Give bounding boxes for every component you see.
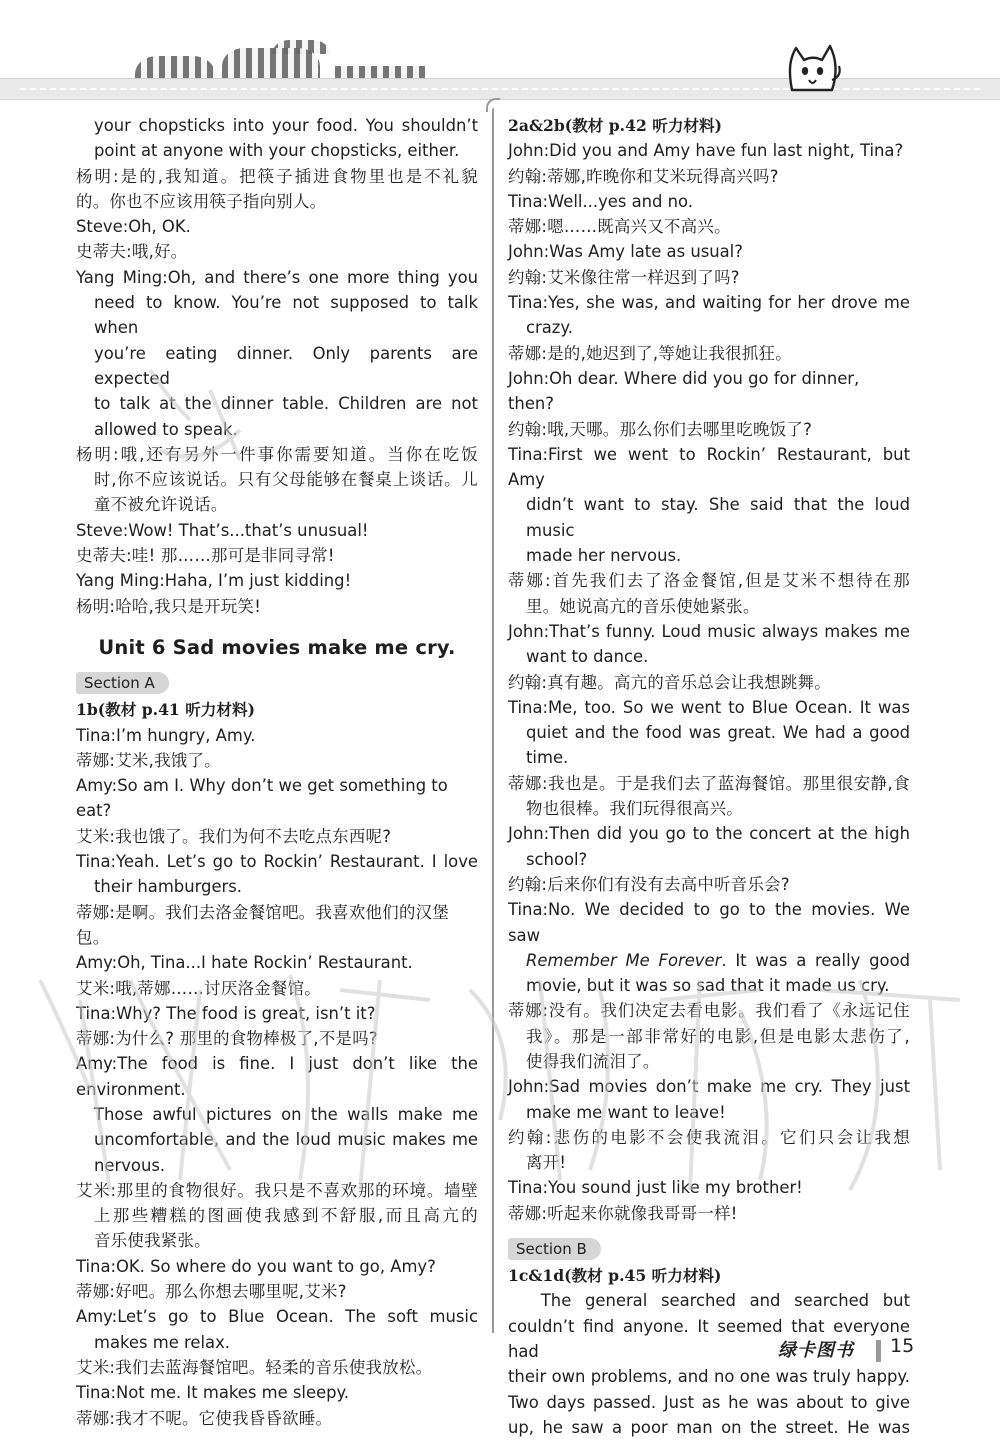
unit-title: Unit 6 Sad movies make me cry. bbox=[98, 635, 456, 659]
text-line: 杨明:哦,还有另外一件事你需要知道。当你在吃饭 bbox=[76, 444, 478, 464]
text-line: couldn’t find anyone. It seemed that everyone had bbox=[508, 1316, 910, 1361]
dialogue-block bbox=[508, 973, 910, 1226]
movie-title: Remember Me Forever bbox=[526, 950, 722, 970]
text-line: up, he saw a poor man on the street. He was bbox=[508, 1417, 910, 1437]
text-line: 离开! bbox=[526, 1153, 567, 1173]
text-line: 蒂娜:好吧。那么你想去哪里呢,艾米? bbox=[76, 1282, 347, 1302]
text-line: Amy:Let’s go to Blue Ocean. The soft music bbox=[76, 1307, 478, 1327]
text-line: 童不被允许说话。 bbox=[94, 495, 228, 515]
header-pattern bbox=[222, 48, 320, 78]
text-line: 蒂娜:嗯……既高兴又不高兴。 bbox=[508, 217, 731, 237]
text-line: need to know. You’re not supposed to talk when bbox=[94, 293, 478, 338]
text-line: made her nervous. bbox=[526, 546, 682, 566]
text-line: your chopsticks into your food. You shouldn’t bbox=[94, 116, 478, 135]
text-line: Amy:The food is fine. I just don’t like the environment. bbox=[76, 1054, 478, 1099]
text-line: 杨明:是的,我知道。把筷子插进食物里也是不礼貌 bbox=[76, 166, 478, 186]
text-line-rest: . It was a really good bbox=[721, 950, 911, 970]
header-pattern bbox=[335, 66, 425, 78]
text-line: 蒂娜:是的,她迟到了,等她让我很抓狂。 bbox=[508, 343, 792, 363]
text-line: 约翰:真有趣。高亢的音乐总会让我想跳舞。 bbox=[508, 672, 831, 692]
text-line: 蒂娜:为什么? 那里的食物棒极了,不是吗? bbox=[76, 1029, 378, 1049]
text-line: to talk at the dinner table. Children are not bbox=[94, 394, 478, 414]
text-line: movie, but it was so sad that it made us cry. bbox=[526, 976, 890, 996]
text-line: point at anyone with your chopsticks, either. bbox=[94, 141, 460, 161]
text-line: Amy:Oh, Tina...I hate Rockin’ Restaurant. bbox=[76, 953, 413, 973]
text-line: Two days passed. Just as he was about to give bbox=[508, 1392, 910, 1412]
text-line: Tina:No. We decided to go to the movies. We saw bbox=[508, 900, 910, 945]
text-line: 蒂娜:首先我们去了洛金餐馆,但是艾米不想待在那 bbox=[508, 571, 910, 591]
section-a-label: Section A bbox=[76, 672, 169, 694]
text-line: 蒂娜:我才不呢。它使我昏昏欲睡。 bbox=[76, 1408, 333, 1428]
text-line: 史蒂夫:哦,好。 bbox=[76, 242, 188, 262]
page-number: 15 bbox=[890, 1335, 915, 1357]
text-line: crazy. bbox=[526, 318, 573, 338]
text-line: 音乐使我紧张。 bbox=[94, 1231, 211, 1251]
subheading-2a-2b: 2a&2b(教材 p.42 听力材料) bbox=[508, 116, 722, 135]
publisher-logo: 绿卡图书 bbox=[778, 1340, 854, 1361]
dialogue-block bbox=[76, 723, 478, 1431]
text-line: 约翰:后来你们有没有去高中听音乐会? bbox=[508, 874, 790, 894]
text-line: 的。你也不应该用筷子指向别人。 bbox=[76, 191, 327, 211]
text-line: Steve:Oh, OK. bbox=[76, 217, 191, 237]
text-line: 时,你不应该说话。只有父母能够在餐桌上谈话。儿 bbox=[94, 470, 478, 490]
text-line: 杨明:哈哈,我只是开玩笑! bbox=[76, 596, 262, 616]
text-line: 使得我们流泪了。 bbox=[526, 1051, 660, 1071]
right-column bbox=[508, 113, 910, 1440]
text-line: John:Oh dear. Where did you go for dinner, then? bbox=[508, 368, 860, 414]
text-line: allowed to speak. bbox=[94, 419, 238, 439]
text-line: Tina:Not me. It makes me sleepy. bbox=[76, 1383, 350, 1403]
cat-mascot-icon bbox=[782, 40, 842, 98]
text-line: you’re eating dinner. Only parents are expected bbox=[94, 343, 478, 388]
footer-bar bbox=[876, 1340, 881, 1362]
text-line: 蒂娜:听起来你就像我哥哥一样! bbox=[508, 1203, 738, 1223]
text-line: John:Then did you go to the concert at the high bbox=[508, 824, 910, 844]
dialogue-block bbox=[508, 138, 910, 948]
text-line: Tina:Me, too. So we went to Blue Ocean. It was bbox=[508, 697, 910, 717]
text-line: John:That’s funny. Loud music always makes me bbox=[508, 621, 910, 641]
text-line: 蒂娜:艾米,我饿了。 bbox=[76, 750, 221, 770]
subheading-1c-1d: 1c&1d(教材 p.45 听力材料) bbox=[508, 1266, 722, 1286]
text-line: 上那些糟糕的图画使我感到不舒服,而且高亢的 bbox=[94, 1206, 478, 1226]
dialogue-block bbox=[76, 113, 478, 619]
text-line: Yang Ming:Haha, I’m just kidding! bbox=[76, 571, 352, 591]
passage-block bbox=[508, 1288, 910, 1440]
text-line: makes me relax. bbox=[94, 1332, 230, 1352]
page-header-decoration bbox=[0, 0, 1000, 100]
text-line: Tina:OK. So where do you want to go, Amy? bbox=[76, 1256, 436, 1276]
text-line: John:Did you and Amy have fun last night, Tina? bbox=[508, 141, 904, 161]
text-line: Amy:So am I. Why don’t we get something to eat? bbox=[76, 776, 448, 821]
text-line: 约翰:悲伤的电影不会使我流泪。它们只会让我想 bbox=[508, 1127, 910, 1147]
text-line: 物也很棒。我们玩得很高兴。 bbox=[526, 799, 743, 819]
text-line: want to dance. bbox=[526, 647, 649, 667]
text-line: 艾米:我们去蓝海餐馆吧。轻柔的音乐使我放松。 bbox=[76, 1357, 433, 1377]
text-line: time. bbox=[526, 748, 569, 768]
text-line: their hamburgers. bbox=[94, 877, 243, 897]
text-line: Tina:I’m hungry, Amy. bbox=[76, 725, 256, 745]
text-line: 里。她说高亢的音乐使她紧张。 bbox=[526, 596, 760, 616]
text-line: John:Was Amy late as usual? bbox=[508, 242, 743, 262]
subheading-1b: 1b(教材 p.41 听力材料) bbox=[76, 700, 255, 720]
text-line: Tina:Why? The food is great, isn’t it? bbox=[76, 1003, 376, 1023]
text-line: school? bbox=[526, 849, 588, 869]
text-line: 约翰:艾米像往常一样迟到了吗? bbox=[508, 267, 740, 287]
text-line: didn’t want to stay. She said that the loud music bbox=[526, 495, 910, 540]
text-line: 蒂娜:是啊。我们去洛金餐馆吧。我喜欢他们的汉堡包。 bbox=[76, 902, 450, 947]
text-line: Tina:Yeah. Let’s go to Rockin’ Restaurant. I love bbox=[76, 852, 478, 872]
left-column bbox=[76, 113, 478, 1431]
section-b-label: Section B bbox=[508, 1238, 601, 1260]
text-line: 史蒂夫:哇! 那……那可是非同寻常! bbox=[76, 546, 335, 566]
text-line: Tina:You sound just like my brother! bbox=[508, 1178, 803, 1198]
text-line: Tina:First we went to Rockin’ Restaurant, but Amy bbox=[508, 444, 910, 490]
text-line: 艾米:哦,蒂娜……讨厌洛金餐馆。 bbox=[76, 978, 322, 998]
text-line: quiet and the food was great. We had a good bbox=[526, 723, 910, 743]
text-line bbox=[508, 948, 910, 973]
text-line: make me want to leave! bbox=[526, 1102, 726, 1122]
text-line: 蒂娜:我也是。于是我们去了蓝海餐馆。那里很安静,食 bbox=[508, 773, 910, 793]
text-line: 蒂娜:没有。我们决定去看电影。我们看了《永远记住 bbox=[508, 1001, 910, 1021]
text-line: 约翰:哦,天哪。那么你们去哪里吃晚饭了? bbox=[508, 419, 813, 439]
text-line: Steve:Wow! That’s...that’s unusual! bbox=[76, 520, 369, 540]
text-line: uncomfortable, and the loud music makes me bbox=[94, 1130, 478, 1150]
text-line: Tina:Well...yes and no. bbox=[508, 191, 694, 211]
text-line: 我》。那是一部非常好的电影,但是电影太悲伤了, bbox=[526, 1026, 910, 1046]
column-divider bbox=[492, 108, 494, 1333]
text-line: their own problems, and no one was truly happy. bbox=[508, 1367, 910, 1387]
text-line: Yang Ming:Oh, and there’s one more thing you bbox=[76, 267, 478, 287]
text-line: 艾米:我也饿了。我们为何不去吃点东西呢? bbox=[76, 826, 392, 846]
text-line: The general searched and searched but bbox=[540, 1291, 910, 1311]
text-line: Tina:Yes, she was, and waiting for her drove me bbox=[508, 293, 910, 313]
text-line: 约翰:蒂娜,昨晚你和艾米玩得高兴吗? bbox=[508, 166, 779, 186]
text-line: Those awful pictures on the walls make me bbox=[94, 1104, 478, 1124]
header-pattern bbox=[135, 56, 215, 78]
text-line: nervous. bbox=[94, 1155, 166, 1175]
text-line: 艾米:那里的食物很好。我只是不喜欢那的环境。墙壁 bbox=[76, 1180, 478, 1200]
text-line: John:Sad movies don’t make me cry. They just bbox=[508, 1077, 910, 1097]
